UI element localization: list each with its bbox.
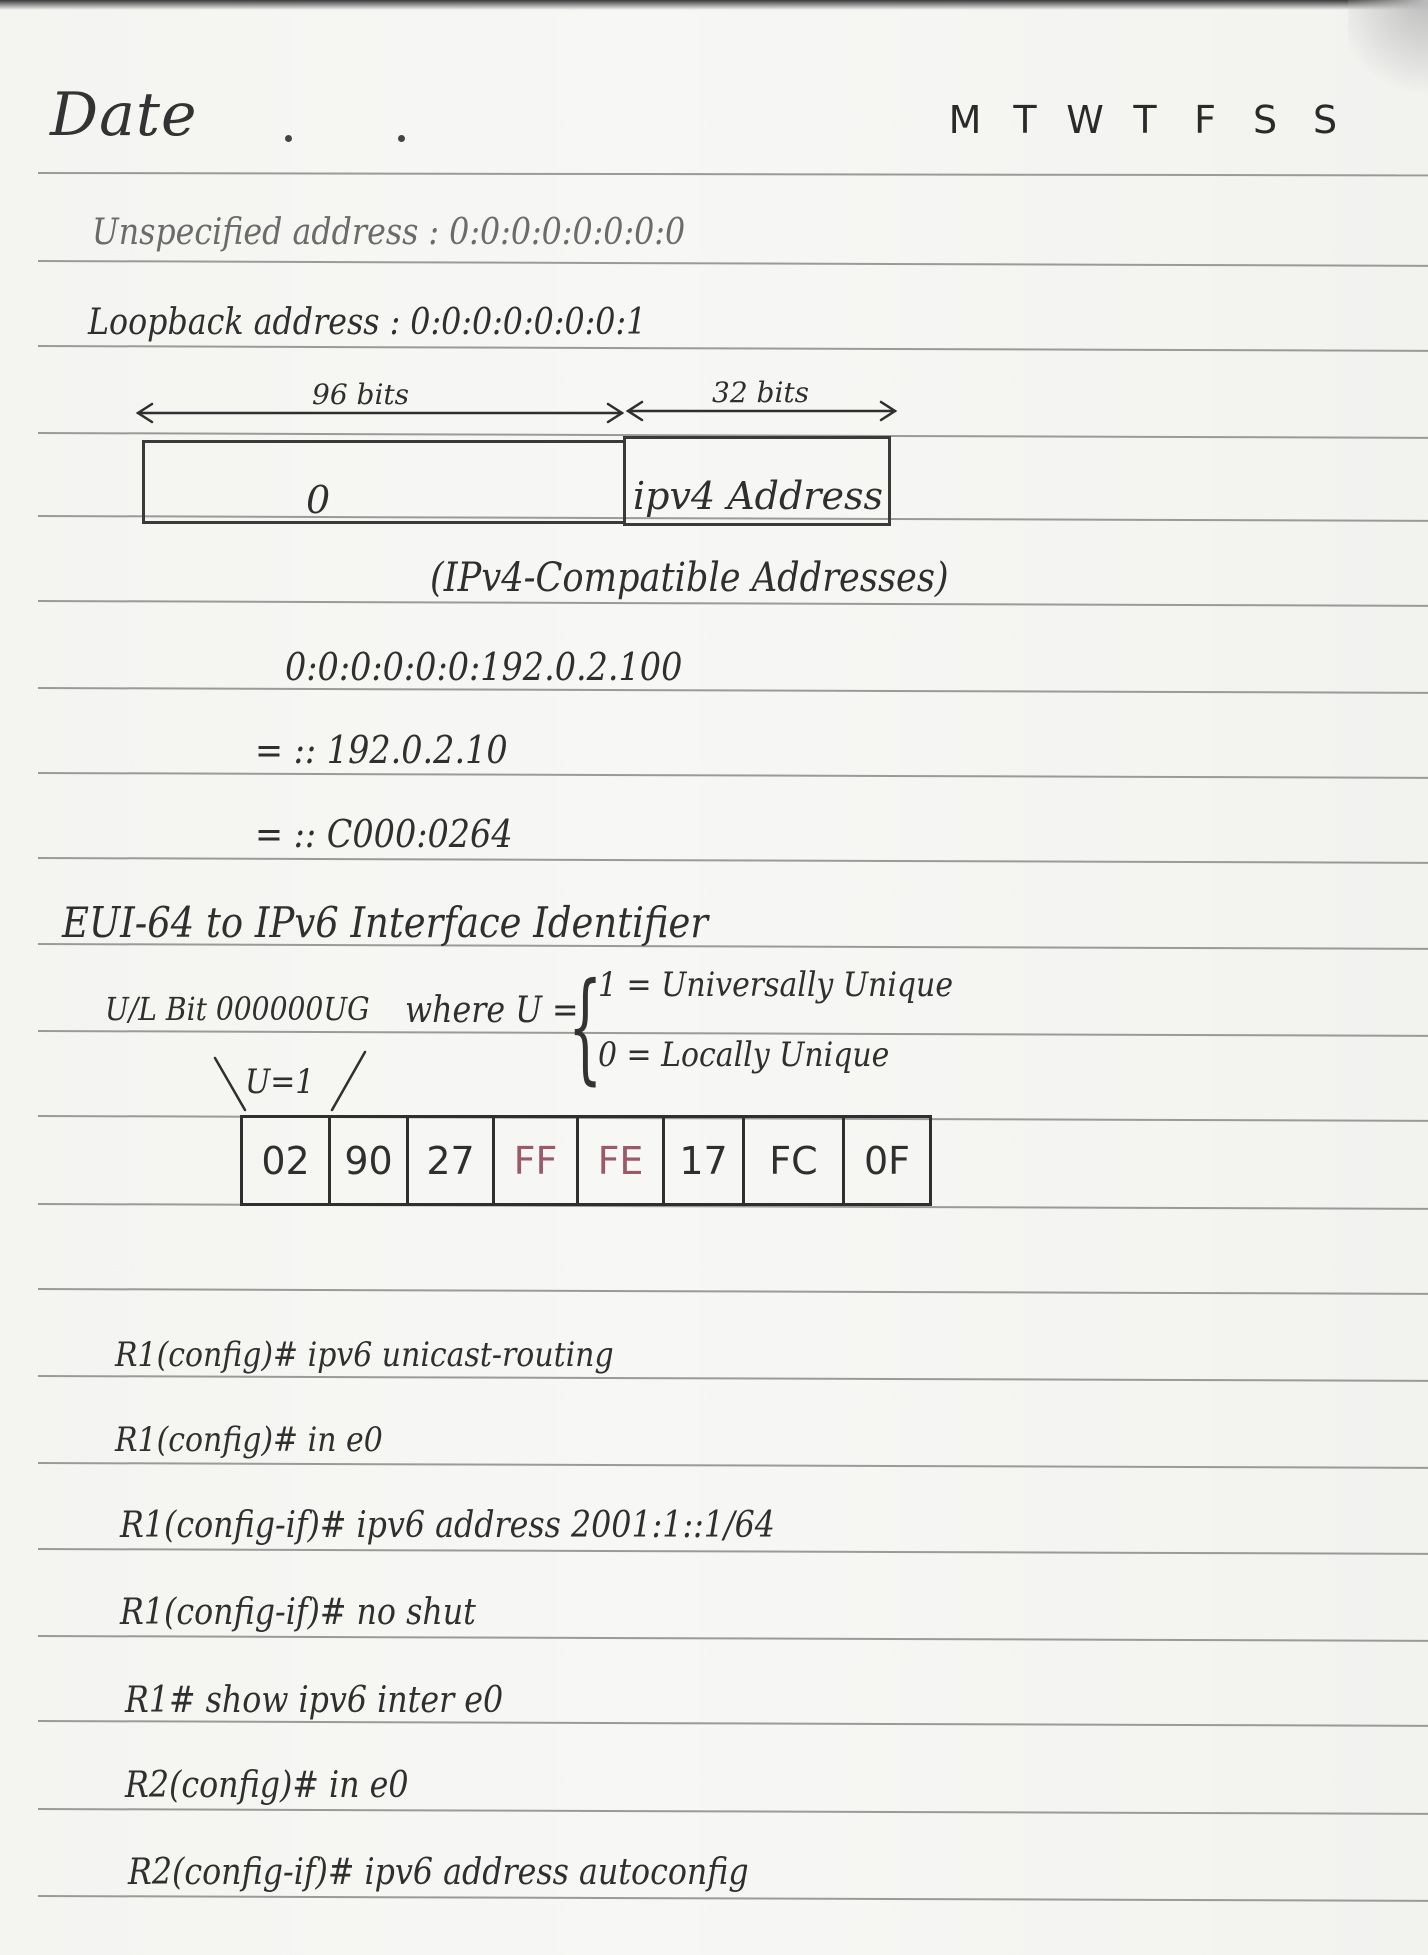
eui64-byte-inserted: FE xyxy=(576,1118,662,1203)
u-option-universal: 1 = Universally Unique xyxy=(598,965,954,1005)
ruled-line xyxy=(38,1635,1428,1642)
weekday-sun: S xyxy=(1312,98,1338,142)
command-line: R1# show ipv6 inter e0 xyxy=(125,1680,504,1721)
ruled-line xyxy=(38,687,1428,694)
ruled-line xyxy=(38,260,1428,267)
ruled-line xyxy=(38,1375,1428,1382)
ruled-line xyxy=(38,772,1428,779)
unspecified-address-note: Unspecified address : 0:0:0:0:0:0:0:0 xyxy=(92,212,686,253)
eui64-byte-row xyxy=(240,1115,932,1206)
arrow-head-icon xyxy=(608,404,622,422)
where-u-label: where U = xyxy=(405,990,579,1031)
ruled-line xyxy=(38,345,1428,352)
eui64-byte: FC xyxy=(742,1118,842,1203)
ruled-line xyxy=(38,1288,1428,1295)
weekday-row xyxy=(935,98,1355,142)
zero-field-box xyxy=(142,440,626,524)
right-bits-label: 32 bits xyxy=(712,376,810,409)
eui64-byte: 17 xyxy=(662,1118,742,1203)
weekday-tue: T xyxy=(1013,98,1037,142)
compat-example-hex: = :: C000:0264 xyxy=(255,812,513,856)
weekday-wed: W xyxy=(1066,98,1104,142)
ul-bit-label: U/L Bit 000000UG xyxy=(105,990,370,1028)
date-label: Date xyxy=(50,80,198,150)
ruled-line xyxy=(38,172,1428,176)
binding-shadow xyxy=(0,0,1428,10)
ruled-line xyxy=(38,1720,1428,1727)
left-bits-label: 96 bits xyxy=(312,378,410,411)
date-dot xyxy=(398,135,405,142)
arrow-head-icon xyxy=(881,402,895,420)
zero-field-label: 0 xyxy=(306,478,331,522)
compat-example-short: = :: 192.0.2.10 xyxy=(255,728,508,772)
u-equals-one: U=1 xyxy=(245,1062,315,1102)
ruled-line xyxy=(38,600,1428,607)
ruled-line xyxy=(38,1895,1428,1902)
ruled-line xyxy=(38,1548,1428,1555)
loopback-address-note: Loopback address : 0:0:0:0:0:0:0:1 xyxy=(88,302,647,343)
eui64-byte: 02 xyxy=(240,1118,328,1203)
pointer-line xyxy=(215,1058,245,1110)
arrow-head-icon xyxy=(138,404,152,422)
curly-brace-icon: { xyxy=(568,958,603,1097)
eui64-heading: EUI-64 to IPv6 Interface Identifier xyxy=(62,898,709,947)
ruled-line xyxy=(38,1808,1428,1815)
weekday-fri: F xyxy=(1194,98,1216,142)
compat-example-full: 0:0:0:0:0:0:192.0.2.100 xyxy=(285,645,683,689)
command-line: R2(config)# in e0 xyxy=(125,1765,409,1806)
ipv4-field-label: ipv4 Address xyxy=(633,474,883,518)
eui64-byte: 90 xyxy=(328,1118,406,1203)
command-line: R1(config)# in e0 xyxy=(115,1420,383,1460)
ruled-line xyxy=(38,857,1428,864)
command-line: R1(config-if)# ipv6 address 2001:1::1/64 xyxy=(120,1505,775,1546)
date-dot xyxy=(285,135,292,142)
corner-shadow xyxy=(1348,0,1428,110)
command-line: R1(config-if)# no shut xyxy=(120,1592,476,1633)
eui64-byte-inserted: FF xyxy=(492,1118,576,1203)
u-option-local: 0 = Locally Unique xyxy=(598,1035,890,1075)
weekday-sat: S xyxy=(1252,98,1278,142)
eui64-byte: 0F xyxy=(842,1118,932,1203)
weekday-thu: T xyxy=(1133,98,1157,142)
pointer-line xyxy=(332,1052,365,1110)
ipv4-compatible-caption: (IPv4-Compatible Addresses) xyxy=(430,555,949,601)
arrow-head-icon xyxy=(628,402,642,420)
eui64-byte: 27 xyxy=(406,1118,492,1203)
weekday-mon: M xyxy=(948,98,982,142)
ruled-line xyxy=(38,1462,1428,1469)
command-line: R1(config)# ipv6 unicast-routing xyxy=(115,1335,614,1375)
command-line: R2(config-if)# ipv6 address autoconfig xyxy=(128,1852,749,1893)
